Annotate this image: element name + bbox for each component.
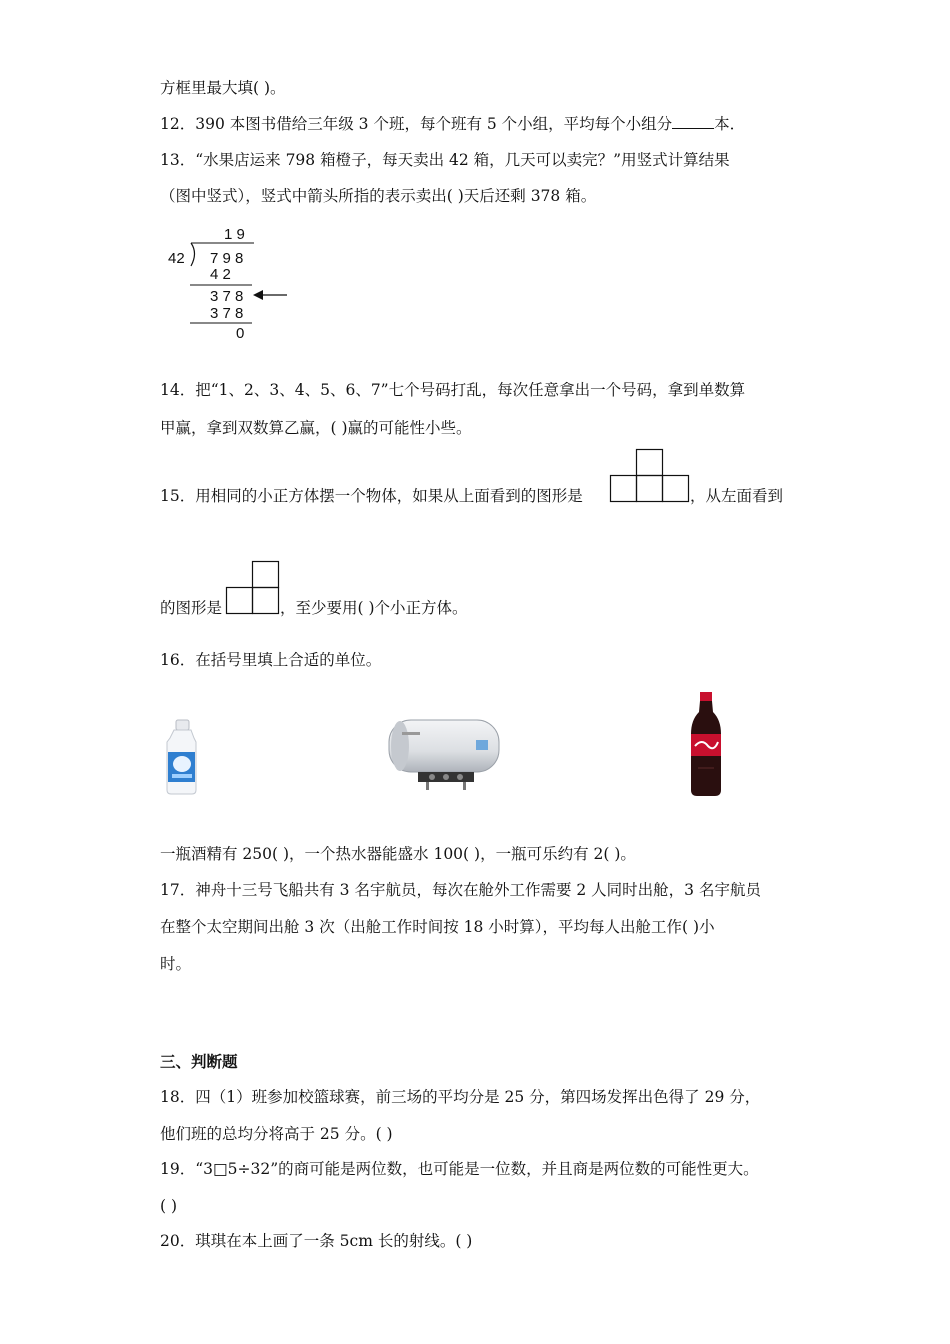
question-17-line-1: 17．神舟十三号飞船共有 3 名宇航员，每次在舱外工作需要 2 人同时出舱，3 名宇航员 [160,881,761,899]
question-12-unit: 本． [714,115,746,133]
answer-blank-12[interactable] [672,114,714,129]
question-12-text: 12．390 本图书借给三年级 3 个班，每个班有 5 个小组，平均每个小组分 [160,115,673,133]
division-dividend: 7 9 8 [210,250,244,267]
question-18-line-1: 18．四（1）班参加校篮球赛，前三场的平均分是 25 分，第四场发挥出色得了 29 分， [160,1088,761,1106]
section-3-heading: 三、判断题 [160,1052,238,1071]
question-20: 20．琪琪在本上画了一条 5cm 长的射线。( ) [160,1232,473,1250]
top-view-figure [610,449,690,503]
cola-bottle-icon [688,690,724,798]
question-15-line-2: 的图形是 [160,599,223,617]
question-17-line-3: 时。 [160,955,192,973]
division-step-2: 3 7 8 [210,305,244,322]
arrow-left-icon [253,290,287,300]
question-15-line-2-tail: ，至少要用( )个小正方体。 [280,599,468,617]
question-13-line-1: 13．“水果店运来 798 箱橙子，每天卖出 42 箱，几天可以卖完？”用竖式计算结果 [160,151,730,169]
question-16-answers: 一瓶酒精有 250( )，一个热水器能盛水 100( )，一瓶可乐约有 2( )。 [160,845,636,863]
question-19-line-2: ( ) [160,1197,178,1215]
answer-line-11-tail: 方框里最大填( )。 [160,79,286,97]
division-remainder-1: 3 7 8 [210,288,244,305]
question-18-line-2: 他们班的总均分将高于 25 分。( ) [160,1125,393,1143]
division-final-remainder: 0 [236,325,245,342]
question-19-line-1: 19．“3□5÷32”的商可能是两位数，也可能是一位数，并且商是两位数的可能性更大。 [160,1160,759,1178]
question-13-line-2: （图中竖式），竖式中箭头所指的表示卖出( )天后还剩 378 箱。 [160,187,597,205]
division-step-1: 4 2 [210,266,231,283]
long-division-figure [160,222,300,342]
question-12 [160,114,745,134]
alcohol-bottle-icon [163,718,203,796]
question-17-line-2: 在整个太空期间出舱 3 次（出舱工作时间按 18 小时算），平均每人出舱工作( )小 [160,918,715,936]
left-view-figure [226,561,280,615]
question-15-line-1: 15．用相同的小正方体摆一个物体，如果从上面看到的图形是 [160,487,583,505]
question-14-line-2: 甲赢，拿到双数算乙赢，( )赢的可能性小些。 [160,419,472,437]
question-15-line-1-tail: ，从左面看到 [690,487,784,505]
division-quotient: 1 9 [224,226,245,243]
question-16: 16．在括号里填上合适的单位。 [160,651,382,669]
division-divisor: 42 [168,250,185,267]
water-heater-icon [386,716,504,792]
question-14-line-1: 14．把“1、2、3、4、5、6、7”七个号码打乱，每次任意拿出一个号码，拿到单数算 [160,381,746,399]
